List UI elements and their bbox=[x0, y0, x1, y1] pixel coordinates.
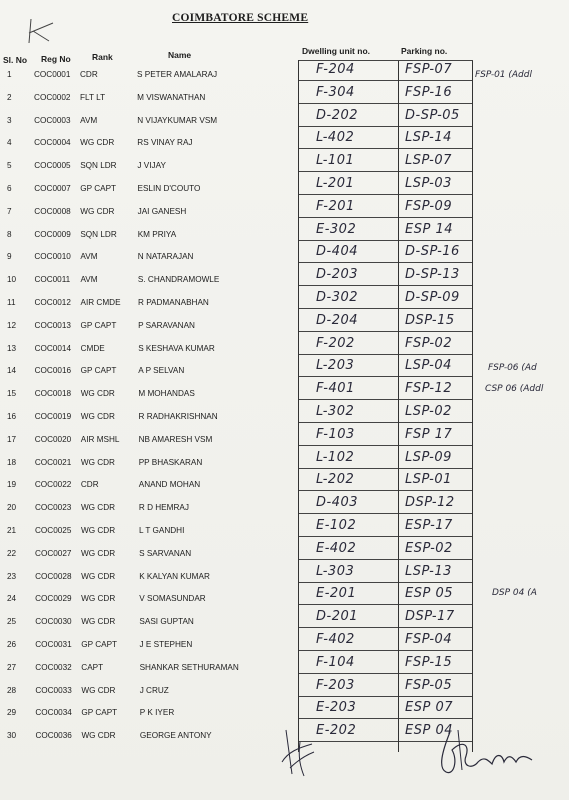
sl-no-cell: 12 bbox=[7, 320, 17, 330]
grid-top-line bbox=[299, 60, 473, 61]
rank-cell: WG CDR bbox=[80, 138, 115, 148]
dwelling-unit-cell: E-402 bbox=[316, 540, 357, 556]
rank-cell: AIR MSHL bbox=[80, 434, 120, 444]
column-divider bbox=[472, 60, 473, 752]
sl-no-cell: 11 bbox=[7, 298, 16, 307]
reg-no-cell: COC0005 bbox=[34, 161, 71, 171]
name-cell: ESLIN D'COUTO bbox=[137, 184, 201, 193]
name-cell: L T GANDHI bbox=[139, 526, 185, 535]
sl-no-cell: 18 bbox=[7, 457, 17, 467]
rank-cell: WG CDR bbox=[80, 389, 115, 399]
reg-no-cell: COC0009 bbox=[34, 229, 71, 239]
dwelling-unit-cell: F-201 bbox=[316, 198, 355, 214]
rank-cell: CAPT bbox=[81, 662, 104, 672]
name-cell: A P SELVAN bbox=[138, 366, 185, 376]
sl-no-cell: 27 bbox=[7, 662, 17, 672]
header-sl-no: Sl. No bbox=[3, 55, 28, 65]
dwelling-unit-cell: L-201 bbox=[316, 176, 355, 191]
sl-no-cell: 8 bbox=[7, 229, 12, 239]
parking-no-cell: ESP-17 bbox=[405, 518, 453, 533]
parking-no-cell: ESP 05 bbox=[405, 586, 453, 602]
row-divider bbox=[299, 422, 473, 423]
row-divider bbox=[299, 627, 473, 628]
reg-no-cell: COC0003 bbox=[34, 115, 71, 125]
parking-no-cell: ESP 04 bbox=[405, 723, 453, 739]
reg-no-cell: COC0013 bbox=[34, 320, 71, 330]
sl-no-cell: 16 bbox=[7, 412, 17, 421]
row-divider bbox=[299, 262, 473, 263]
handwritten-tick-mark bbox=[25, 17, 57, 45]
parking-no-cell: LSP-13 bbox=[405, 563, 452, 579]
reg-no-cell: COC0023 bbox=[34, 503, 72, 513]
reg-no-cell: COC0020 bbox=[34, 434, 72, 444]
parking-no-cell: FSP-09 bbox=[405, 198, 453, 214]
header-name: Name bbox=[168, 50, 192, 60]
parking-no-cell: DSP-12 bbox=[405, 495, 455, 511]
dwelling-unit-cell: D-204 bbox=[316, 312, 359, 328]
rank-cell: GP CAPT bbox=[81, 708, 118, 718]
parking-no-cell: FSP-07 bbox=[405, 62, 453, 77]
column-divider bbox=[398, 60, 399, 752]
row-divider bbox=[299, 217, 473, 218]
parking-no-cell: D-SP-09 bbox=[405, 290, 460, 305]
dwelling-unit-cell: D-201 bbox=[316, 609, 359, 625]
sl-no-cell: 25 bbox=[7, 617, 17, 627]
name-cell: RS VINAY RAJ bbox=[137, 138, 193, 148]
name-cell: N VIJAYKUMAR VSM bbox=[137, 115, 218, 125]
rank-cell: AVM bbox=[80, 275, 98, 285]
dwelling-unit-cell: F-304 bbox=[316, 84, 355, 100]
parking-no-cell: DSP-15 bbox=[405, 312, 455, 328]
dwelling-unit-cell: E-102 bbox=[316, 518, 357, 533]
dwelling-unit-cell: D-203 bbox=[316, 267, 359, 283]
dwelling-unit-cell: L-302 bbox=[316, 404, 355, 419]
name-cell: KM PRIYA bbox=[137, 229, 177, 239]
reg-no-cell: COC0027 bbox=[35, 548, 72, 558]
name-cell: R RADHAKRISHNAN bbox=[138, 412, 218, 421]
name-cell: M MOHANDAS bbox=[138, 389, 195, 399]
name-cell: R D HEMRAJ bbox=[138, 503, 189, 513]
name-cell: J VIJAY bbox=[137, 161, 166, 171]
row-divider bbox=[299, 376, 473, 377]
reg-no-cell: COC0011 bbox=[34, 275, 71, 285]
header-reg-no: Reg No bbox=[41, 54, 71, 64]
parking-no-cell: D-SP-13 bbox=[405, 267, 460, 283]
dwelling-unit-cell: D-403 bbox=[316, 495, 359, 511]
parking-no-cell: LSP-03 bbox=[405, 176, 452, 191]
parking-no-cell: LSP-14 bbox=[405, 130, 452, 146]
name-cell: GEORGE ANTONY bbox=[139, 731, 212, 741]
name-cell: J CRUZ bbox=[139, 685, 169, 695]
name-cell: K KALYAN KUMAR bbox=[139, 571, 210, 581]
margin-note-row-16: CSP 06 (Addl bbox=[485, 384, 544, 394]
reg-no-cell: COC0036 bbox=[35, 731, 72, 741]
parking-no-cell: LSP-01 bbox=[405, 472, 452, 488]
rank-cell: WG CDR bbox=[81, 685, 116, 695]
sl-no-cell: 13 bbox=[7, 343, 17, 353]
rank-cell: CMDE bbox=[80, 343, 105, 353]
sl-no-cell: 17 bbox=[7, 434, 17, 444]
dwelling-unit-cell: D-302 bbox=[316, 290, 359, 305]
row-divider bbox=[299, 331, 473, 332]
rank-cell: CDR bbox=[80, 480, 99, 490]
reg-no-cell: COC0004 bbox=[34, 138, 71, 148]
row-divider bbox=[299, 718, 473, 719]
margin-note-row-25: DSP 04 (A bbox=[492, 588, 537, 598]
dwelling-unit-cell: E-302 bbox=[316, 221, 357, 237]
dwelling-unit-cell: L-101 bbox=[316, 153, 355, 169]
sl-no-cell: 20 bbox=[7, 503, 17, 513]
name-cell: J E STEPHEN bbox=[139, 640, 193, 649]
name-cell: SHANKAR SETHURAMAN bbox=[139, 662, 239, 672]
name-cell: NB AMARESH VSM bbox=[138, 434, 213, 444]
row-divider bbox=[299, 445, 473, 446]
row-divider bbox=[299, 103, 473, 104]
row-divider bbox=[299, 399, 473, 400]
sl-no-cell: 3 bbox=[7, 115, 12, 125]
sl-no-cell: 19 bbox=[7, 480, 17, 490]
rank-cell: GP CAPT bbox=[80, 366, 117, 376]
name-cell: S SARVANAN bbox=[139, 548, 192, 558]
row-divider bbox=[299, 559, 473, 560]
parking-no-cell: LSP-09 bbox=[405, 449, 452, 465]
sl-no-cell: 9 bbox=[7, 252, 12, 262]
rank-cell: WG CDR bbox=[81, 594, 116, 604]
rank-cell: AIR CMDE bbox=[80, 298, 121, 307]
parking-no-cell: ESP 07 bbox=[405, 700, 453, 716]
name-cell: N NATARAJAN bbox=[137, 252, 194, 262]
dwelling-unit-cell: F-104 bbox=[316, 654, 355, 670]
sl-no-cell: 2 bbox=[7, 92, 12, 102]
sl-no-cell: 14 bbox=[7, 366, 17, 376]
sl-no-cell: 28 bbox=[7, 685, 17, 695]
header-dwelling: Dwelling unit no. bbox=[302, 46, 370, 56]
rank-cell: SQN LDR bbox=[80, 161, 117, 171]
row-divider bbox=[299, 468, 473, 469]
row-divider bbox=[299, 490, 473, 491]
rank-cell: SQN LDR bbox=[80, 229, 117, 239]
reg-no-cell: COC0010 bbox=[34, 252, 71, 262]
row-divider bbox=[299, 696, 473, 697]
parking-no-cell: FSP-12 bbox=[405, 381, 453, 397]
rank-cell: WG CDR bbox=[80, 503, 116, 513]
sl-no-cell: 4 bbox=[7, 138, 12, 148]
rank-cell: CDR bbox=[80, 70, 98, 79]
reg-no-cell: COC0016 bbox=[34, 366, 72, 376]
sl-no-cell: 30 bbox=[7, 731, 17, 741]
margin-note-row-15: FSP-06 (Ad bbox=[488, 363, 537, 373]
dwelling-unit-cell: L-202 bbox=[316, 472, 355, 488]
reg-no-cell: COC0028 bbox=[35, 571, 72, 581]
row-divider bbox=[299, 80, 473, 81]
handwritten-signature bbox=[432, 722, 542, 777]
dwelling-unit-cell: E-202 bbox=[316, 723, 357, 739]
rank-cell: GP CAPT bbox=[81, 640, 118, 649]
reg-no-cell: COC0031 bbox=[35, 640, 72, 649]
sl-no-cell: 29 bbox=[7, 708, 17, 718]
dwelling-unit-cell: D-404 bbox=[316, 244, 359, 260]
row-divider bbox=[299, 171, 473, 172]
dwelling-unit-cell: L-102 bbox=[316, 449, 355, 465]
row-divider bbox=[299, 194, 473, 195]
parking-no-cell: ESP 14 bbox=[405, 221, 453, 237]
dwelling-unit-cell: F-204 bbox=[316, 62, 355, 77]
sl-no-cell: 26 bbox=[7, 640, 17, 649]
reg-no-cell: COC0021 bbox=[34, 457, 72, 467]
name-cell: V SOMASUNDAR bbox=[139, 594, 206, 604]
row-divider bbox=[299, 126, 473, 127]
column-divider bbox=[298, 60, 299, 752]
page-title: COIMBATORE SCHEME bbox=[172, 12, 309, 24]
row-divider bbox=[299, 513, 473, 514]
header-rank: Rank bbox=[92, 52, 113, 62]
dwelling-unit-cell: D-202 bbox=[316, 107, 359, 123]
reg-no-cell: COC0019 bbox=[34, 412, 72, 421]
parking-no-cell: D-SP-16 bbox=[405, 244, 460, 260]
sl-no-cell: 22 bbox=[7, 548, 17, 558]
parking-no-cell: FSP-02 bbox=[405, 335, 453, 351]
parking-no-cell: FSP-16 bbox=[405, 84, 453, 100]
name-cell: ANAND MOHAN bbox=[138, 480, 201, 490]
name-cell: P SARAVANAN bbox=[138, 320, 195, 330]
reg-no-cell: COC0018 bbox=[34, 389, 72, 399]
parking-no-cell: ESP-02 bbox=[405, 540, 453, 556]
name-cell: M VISWANATHAN bbox=[137, 92, 206, 102]
sl-no-cell: 21 bbox=[7, 526, 17, 535]
reg-no-cell: COC0025 bbox=[35, 526, 72, 535]
dwelling-unit-cell: F-402 bbox=[316, 632, 355, 647]
sl-no-cell: 5 bbox=[7, 161, 12, 171]
rank-cell: WG CDR bbox=[80, 412, 115, 421]
rank-cell: WG CDR bbox=[81, 571, 116, 581]
reg-no-cell: COC0002 bbox=[34, 92, 71, 102]
parking-no-cell: LSP-02 bbox=[405, 404, 452, 419]
sl-no-cell: 24 bbox=[7, 594, 17, 604]
parking-no-cell: LSP-04 bbox=[405, 358, 452, 374]
rank-cell: WG CDR bbox=[81, 731, 116, 741]
parking-no-cell: FSP 17 bbox=[405, 426, 453, 442]
row-divider bbox=[299, 536, 473, 537]
rank-cell: AVM bbox=[80, 252, 98, 262]
reg-no-cell: COC0014 bbox=[34, 343, 72, 353]
parking-no-cell: D-SP-05 bbox=[405, 107, 460, 123]
rank-cell: WG CDR bbox=[80, 206, 115, 216]
reg-no-cell: COC0034 bbox=[35, 708, 72, 718]
dwelling-unit-cell: E-203 bbox=[316, 700, 357, 716]
name-cell: PP BHASKARAN bbox=[138, 457, 203, 467]
dwelling-unit-cell: F-401 bbox=[316, 381, 355, 397]
parking-no-cell: FSP-15 bbox=[405, 654, 453, 670]
dwelling-unit-cell: F-203 bbox=[316, 677, 355, 693]
rank-cell: WG CDR bbox=[81, 548, 116, 558]
sl-no-cell: 1 bbox=[7, 70, 12, 79]
rank-cell: WG CDR bbox=[81, 526, 116, 535]
row-divider bbox=[299, 673, 473, 674]
parking-no-cell: DSP-17 bbox=[405, 609, 455, 625]
reg-no-cell: COC0008 bbox=[34, 206, 71, 216]
handwritten-initial-left bbox=[278, 722, 318, 782]
dwelling-unit-cell: E-201 bbox=[316, 586, 357, 602]
sl-no-cell: 23 bbox=[7, 571, 17, 581]
reg-no-cell: COC0029 bbox=[35, 594, 72, 604]
row-divider bbox=[299, 240, 473, 241]
dwelling-unit-cell: L-303 bbox=[316, 563, 355, 579]
parking-no-cell: FSP-04 bbox=[405, 632, 453, 647]
parking-no-cell: LSP-07 bbox=[405, 153, 452, 169]
rank-cell: GP CAPT bbox=[80, 184, 117, 193]
name-cell: SASI GUPTAN bbox=[139, 617, 194, 627]
rank-cell: GP CAPT bbox=[80, 320, 117, 330]
rank-cell: WG CDR bbox=[81, 617, 116, 627]
name-cell: S PETER AMALARAJ bbox=[137, 70, 218, 79]
reg-no-cell: COC0022 bbox=[34, 480, 72, 490]
row-divider bbox=[299, 582, 473, 583]
header-parking: Parking no. bbox=[401, 46, 448, 56]
reg-no-cell: COC0032 bbox=[35, 662, 72, 672]
row-divider bbox=[299, 285, 473, 286]
rank-cell: WG CDR bbox=[80, 457, 115, 467]
reg-no-cell: COC0030 bbox=[35, 617, 72, 627]
reg-no-cell: COC0012 bbox=[34, 298, 71, 307]
rank-cell: FLT LT bbox=[80, 92, 106, 102]
rank-cell: AVM bbox=[80, 115, 98, 125]
name-cell: P K IYER bbox=[139, 708, 175, 718]
reg-no-cell: COC0007 bbox=[34, 184, 71, 193]
name-cell: S. CHANDRAMOWLE bbox=[137, 275, 220, 285]
name-cell: R PADMANABHAN bbox=[138, 298, 209, 307]
dwelling-unit-cell: F-103 bbox=[316, 426, 355, 442]
row-divider bbox=[299, 604, 473, 605]
name-cell: S KESHAVA KUMAR bbox=[138, 343, 215, 353]
dwelling-unit-cell: L-203 bbox=[316, 358, 355, 374]
row-divider bbox=[299, 148, 473, 149]
name-cell: JAI GANESH bbox=[137, 206, 187, 216]
sl-no-cell: 10 bbox=[7, 275, 17, 285]
sl-no-cell: 15 bbox=[7, 389, 17, 399]
sl-no-cell: 6 bbox=[7, 184, 12, 193]
row-divider bbox=[299, 650, 473, 651]
dwelling-unit-cell: L-402 bbox=[316, 130, 355, 146]
reg-no-cell: COC0001 bbox=[34, 70, 71, 79]
dwelling-unit-cell: F-202 bbox=[316, 335, 355, 351]
row-divider bbox=[299, 308, 473, 309]
parking-no-cell: FSP-05 bbox=[405, 677, 453, 693]
row-divider bbox=[299, 354, 473, 355]
reg-no-cell: COC0033 bbox=[35, 685, 72, 695]
sl-no-cell: 7 bbox=[7, 206, 12, 216]
margin-note-row-2: FSP-01 (Addl bbox=[475, 70, 532, 80]
